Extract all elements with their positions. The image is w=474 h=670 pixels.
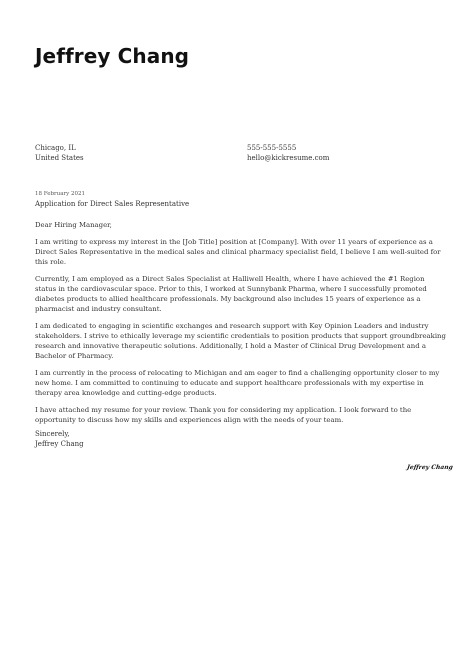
country-text: United States <box>35 154 84 162</box>
contact-address <box>35 143 84 163</box>
paragraph-5: I have attached my resume for your review. Thank you for considering my application. I look forward to the opportunity to discuss how my skills and experiences align with the needs of your team. <box>35 406 412 424</box>
email-link[interactable]: hello@kickresume.com <box>247 154 330 162</box>
signature: Jeffrey Chang <box>406 464 454 471</box>
closing-name: Jeffrey Chang <box>35 440 84 448</box>
paragraph-3: I am dedicated to engaging in scientific exchanges and research support with Key Opinion Leaders and industry stakeholders. I strive to ethically leverage my scientific credentials to position products that support groundbreaking research and innovative therapeutic solutions. Additionally, I hold a Master of Clinical Drug Development and a Bachelor of Pharmacy. <box>35 322 446 360</box>
closing-phrase: Sincerely, <box>35 430 70 438</box>
letter-date: 18 February 2021 <box>35 191 85 197</box>
contact-details <box>247 143 329 163</box>
letter-subject: Application for Direct Sales Representative <box>35 200 190 208</box>
phone-text: 555-555-5555 <box>247 144 297 152</box>
letter-closing <box>35 429 84 449</box>
city-text: Chicago, IL <box>35 144 76 152</box>
letter-body <box>35 220 447 432</box>
greeting: Dear Hiring Manager, <box>35 221 112 229</box>
paragraph-1: I am writing to express my interest in the [Job Title] position at [Company]. With over 11 years of experience as a Direct Sales Representative in the medical sales and clinical pharmacy specialist field, I believe I am well-suited for this role. <box>35 238 441 266</box>
paragraph-4: I am currently in the process of relocating to Michigan and am eager to find a challenging opportunity closer to my new home. I am committed to continuing to educate and support healthcare professionals with my expertise in therapy area knowledge and cutting-edge products. <box>35 369 440 397</box>
applicant-name: Jeffrey Chang <box>35 44 190 68</box>
paragraph-2: Currently, I am employed as a Direct Sales Specialist at Halliwell Health, where I have achieved the #1 Region status in the cardiovascular space. Prior to this, I worked at Sunnybank Pharma, where I successfully promoted diabetes products to allied healthcare professionals. My background also includes 15 years of experience as a pharmacist and industry consultant. <box>35 275 427 313</box>
